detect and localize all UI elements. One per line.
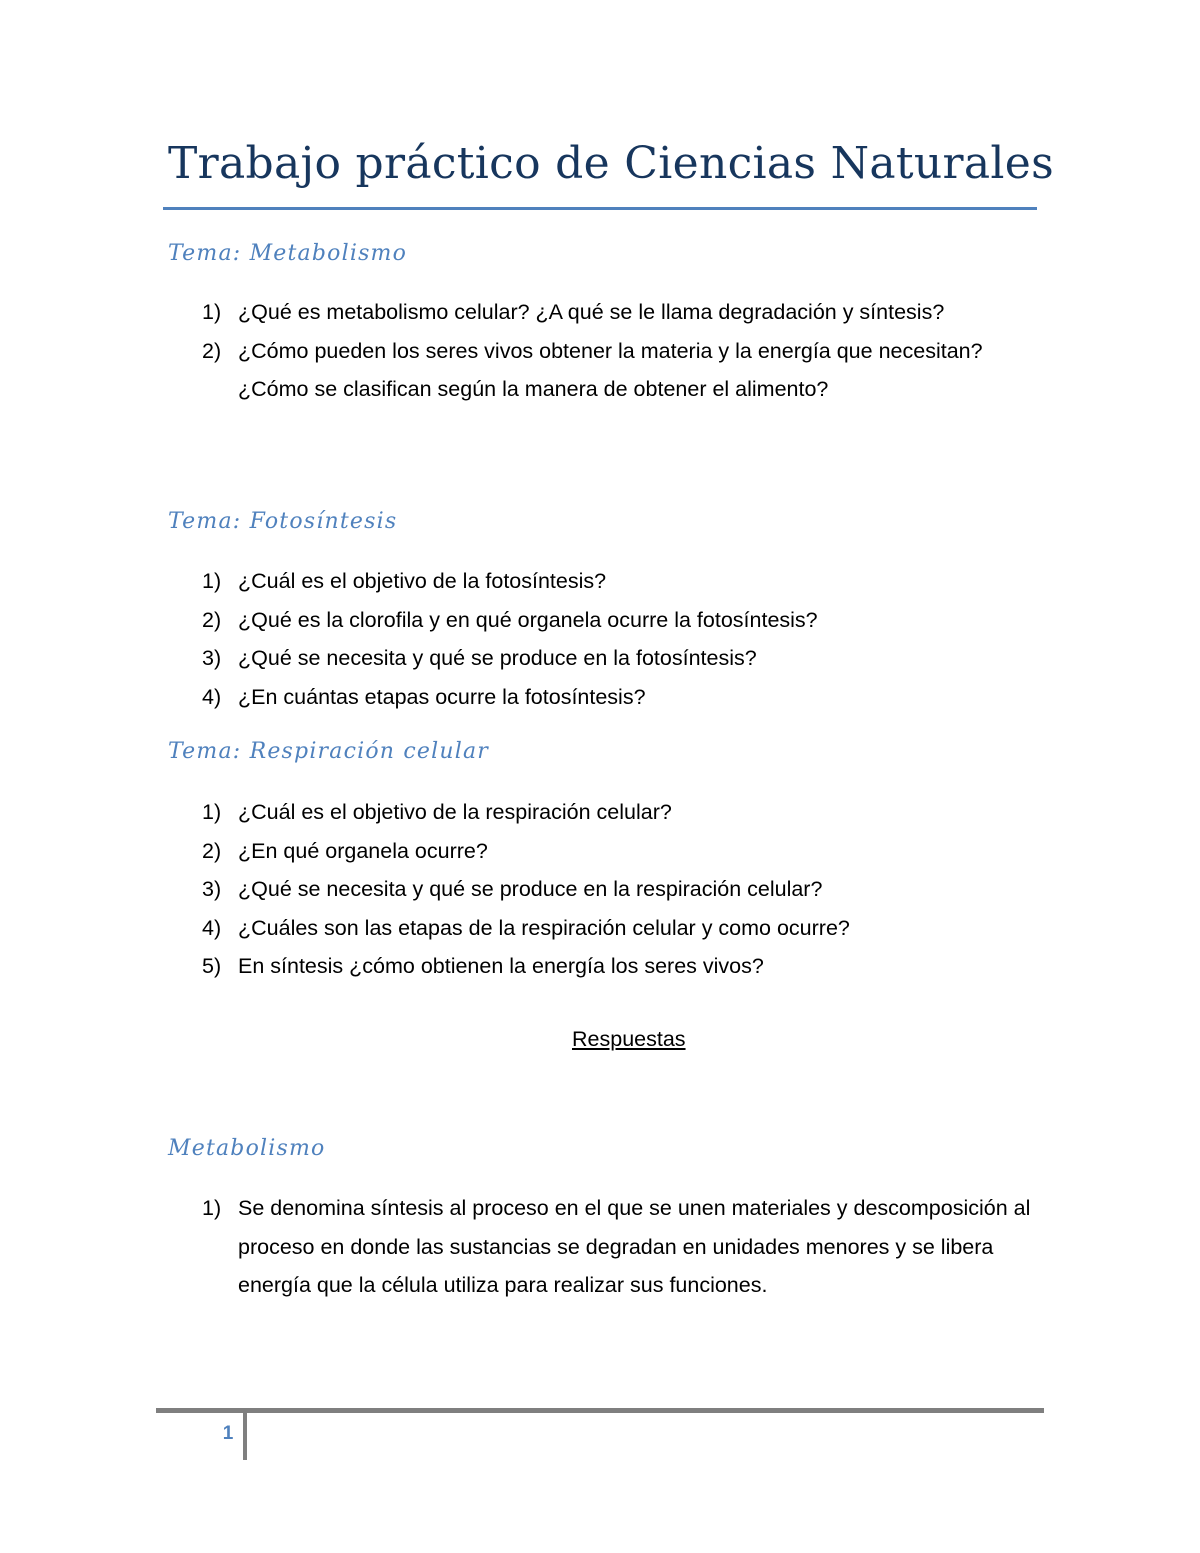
answers-heading: Respuestas: [572, 1027, 686, 1051]
item-text: ¿Cuáles son las etapas de la respiración celular y como ocurre?: [238, 915, 850, 940]
answer-list-metabolismo: [168, 1189, 1038, 1305]
item-text: ¿Qué es la clorofila y en qué organela ocurre la fotosíntesis?: [238, 607, 818, 632]
list-item: [168, 909, 1038, 948]
item-text: ¿Cuál es el objetivo de la fotosíntesis?: [238, 569, 607, 593]
item-text: ¿Qué es metabolismo celular? ¿A qué se le llama degradación y síntesis?: [238, 300, 945, 324]
footer-divider: [243, 1411, 247, 1460]
answer-heading-metabolismo: Metabolismo: [168, 1136, 326, 1161]
item-text: ¿Cuál es el objetivo de la respiración celular?: [238, 800, 672, 824]
list-item: [168, 601, 1038, 640]
list-item: [168, 678, 1038, 717]
document-title: Trabajo práctico de Ciencias Naturales: [168, 138, 1055, 189]
list-item: [168, 1189, 1038, 1305]
item-text: ¿Qué se necesita y qué se produce en la respiración celular?: [238, 877, 823, 901]
item-number: 2): [202, 607, 222, 632]
section-heading-respiracion: Tema: Respiración celular: [168, 739, 489, 764]
item-number: 4): [202, 915, 222, 940]
list-item: [168, 639, 1038, 678]
item-number: 1): [202, 569, 222, 593]
item-text: ¿Qué se necesita y qué se produce en la fotosíntesis?: [238, 646, 757, 670]
item-text: ¿Cómo pueden los seres vivos obtener la materia y la energía que necesitan? ¿Cómo se clasifican según la manera de obtener el alimento?: [238, 338, 983, 401]
item-number: 4): [202, 684, 222, 709]
list-item: [168, 562, 1038, 601]
item-number: 3): [202, 646, 222, 670]
item-number: 1): [202, 800, 222, 824]
footer-rule: [156, 1408, 1044, 1413]
item-number: 3): [202, 877, 222, 901]
item-text: En síntesis ¿cómo obtienen la energía los seres vivos?: [238, 954, 764, 978]
section-heading-metabolismo: Tema: Metabolismo: [168, 241, 408, 266]
item-text: ¿En qué organela ocurre?: [238, 838, 488, 863]
list-item: [168, 870, 1038, 909]
item-number: 1): [202, 300, 222, 324]
page-number: 1: [222, 1423, 234, 1444]
list-item: [168, 793, 1038, 832]
question-list-fotosintesis: [168, 562, 1038, 716]
title-underline: [163, 207, 1037, 210]
list-item: [168, 293, 1038, 332]
list-item: [168, 332, 1038, 409]
question-list-respiracion: [168, 793, 1038, 986]
question-list-metabolismo: [168, 293, 1038, 409]
item-text: Se denomina síntesis al proceso en el que se unen materiales y descomposición al proceso en donde las sustancias se degradan en unidades menores y se libera energía que la célula utiliza para realizar sus funciones.: [238, 1196, 1031, 1297]
item-number: 5): [202, 954, 222, 978]
section-heading-fotosintesis: Tema: Fotosíntesis: [168, 509, 398, 534]
list-item: [168, 947, 1038, 986]
list-item: [168, 832, 1038, 871]
item-number: 2): [202, 838, 222, 863]
item-number: 2): [202, 338, 222, 363]
item-text: ¿En cuántas etapas ocurre la fotosíntesis?: [238, 684, 646, 709]
item-number: 1): [202, 1196, 222, 1220]
